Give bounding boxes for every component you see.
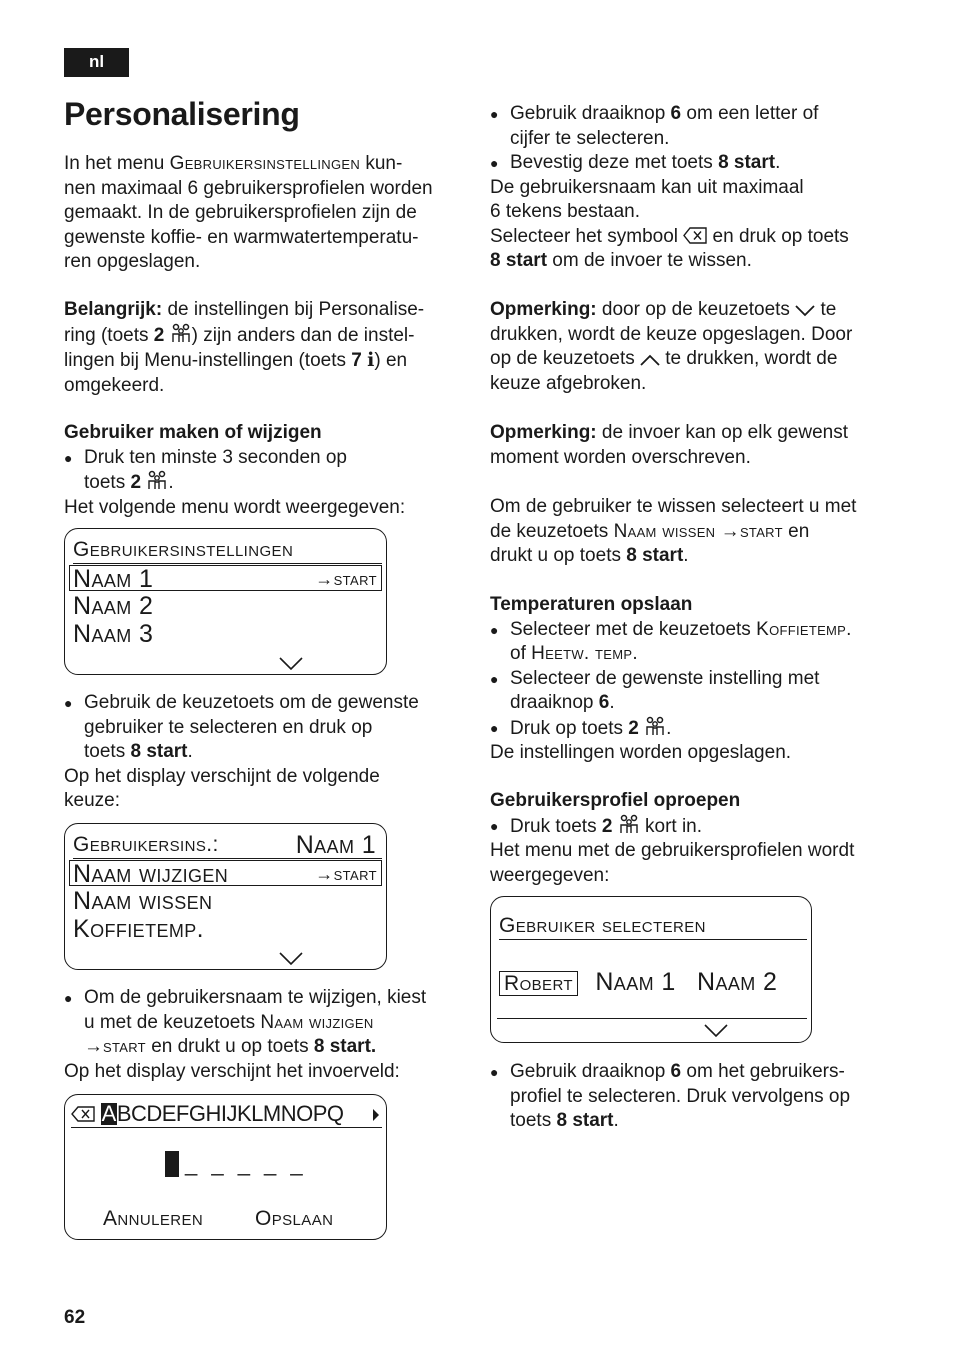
chevron-down-icon [279, 952, 303, 966]
display-header: Gebruiker selecteren [499, 913, 807, 940]
users-icon [618, 814, 640, 834]
intro-paragraph: In het menu Gebruikersinstellingen kun- nen maximaal 6 gebruikersprofielen worden gemaakt. In de gebruikersprofielen zijn de gewenste koffie- en warmwatertemperatu- ren opgeslagen. [64, 153, 433, 272]
select-user-instruction: ● Gebruik de keuzetoets om de gewenste gebruiker te selecteren en druk op toets 8 start. Op het display verschijnt de volgende keuze: [64, 691, 464, 814]
recall-profile-section: Gebruikersprofiel oproepen ● Druk toets 2 kort in. Het menu met de gebruikersprofielen wordt weergegeven: [490, 789, 900, 888]
users-icon [644, 716, 666, 736]
important-note: Belangrijk: de instellingen bij Personalise- ring (toets 2 ) zijn anders dan de instel- lingen bij Menu-instellingen (toets 7 i) en omgekeerd. [64, 299, 425, 396]
backspace-icon[interactable] [71, 1106, 95, 1122]
display-row[interactable]: Naam 2 [73, 592, 154, 620]
create-section: Gebruiker maken of wijzigen ● Druk ten minste 3 seconden op toets 2 . Het volgende menu wordt weergegeven: [64, 421, 464, 520]
display-user-settings [64, 528, 387, 675]
display-row-selected[interactable]: Naam wijzigen →start [69, 860, 382, 886]
section-heading: Gebruiker maken of wijzigen [64, 422, 322, 443]
note-overwrite: Opmerking: de invoer kan op elk gewenst moment worden overschreven. [490, 422, 849, 468]
triangle-right-icon [372, 1108, 380, 1122]
user-option[interactable]: Naam 1 [595, 968, 676, 996]
backspace-icon [683, 227, 707, 244]
user-option[interactable]: Naam 2 [697, 968, 778, 996]
user-list [499, 969, 807, 995]
select-profile-instruction: ● Gebruik draaiknop 6 om het gebruikers- profiel te selecteren. Druk vervolgens op toets 8 start. [490, 1060, 900, 1134]
display-row-selected[interactable]: Naam 1 →start [69, 565, 382, 591]
language-tag: nl [64, 48, 129, 77]
section-heading: Gebruikersprofiel oproepen [490, 790, 741, 811]
delete-user-instruction: Om de gebruiker te wissen selecteert u met de keuzetoets Naam wissen →start en drukt u op toets 8 start. [490, 496, 857, 566]
name-input-field[interactable]: _ _ _ _ _ [165, 1151, 307, 1177]
cancel-softkey[interactable]: Annuleren [103, 1207, 204, 1230]
chevron-down-icon [795, 305, 815, 317]
users-icon [146, 470, 168, 490]
page-title: Personalisering [64, 96, 300, 132]
section-heading: Temperaturen opslaan [490, 594, 693, 615]
chevron-up-icon [640, 354, 660, 366]
save-temperatures-section: Temperaturen opslaan ● Selecteer met de keuzetoets Koffietemp. of Heetw. temp. ● Selecteer de gewenste instelling met draaiknop 6. ● Druk op toets 2 . De instellingen worden opgeslagen. [490, 593, 900, 766]
rename-instruction: ● Om de gebruikersnaam te wijzigen, kiest u met de keuzetoets Naam wijzigen →start en drukt u op toets 8 start. Op het display verschijnt het invoerveld: [64, 986, 464, 1084]
users-icon [170, 323, 192, 343]
page-number: 62 [64, 1307, 86, 1328]
display-header: Gebruikersinstellingen [73, 537, 382, 564]
display-select-user [490, 896, 812, 1043]
chevron-down-icon [279, 657, 303, 671]
display-row[interactable]: Koffietemp. [73, 915, 205, 943]
name-entry-instructions: ● Gebruik draaiknop 6 om een letter of cijfer te selecteren. ● Bevestig deze met toets 8 start. De gebruikersnaam kan uit maximaal 6 tekens bestaan. Selecteer het symbool en druk op toets 8 start om de invoer te wissen. [490, 102, 900, 274]
info-icon: i [367, 349, 375, 371]
softkeys [103, 1207, 366, 1232]
alphabet-cursor[interactable]: A [101, 1101, 116, 1126]
alphabet-selector[interactable]: ABCDEFGHIJKLMNOPQ [71, 1101, 382, 1128]
display-header: Gebruikersins.: Naam 1 [73, 832, 382, 859]
chevron-down-icon [704, 1024, 728, 1038]
display-row[interactable]: Naam wissen [73, 887, 213, 915]
display-divider [497, 1018, 807, 1019]
save-softkey[interactable]: Opslaan [255, 1207, 334, 1230]
text-cursor [165, 1151, 179, 1177]
display-name-input [64, 1094, 387, 1240]
display-row[interactable]: Naam 3 [73, 620, 154, 648]
user-option-selected[interactable]: Robert [499, 971, 578, 996]
display-user-options [64, 823, 387, 970]
note-confirm-cancel: Opmerking: door op de keuzetoets te drukken, wordt de keuze opgeslagen. Door op de keuzetoets te drukken, wordt de keuze afgebroken. [490, 299, 853, 394]
